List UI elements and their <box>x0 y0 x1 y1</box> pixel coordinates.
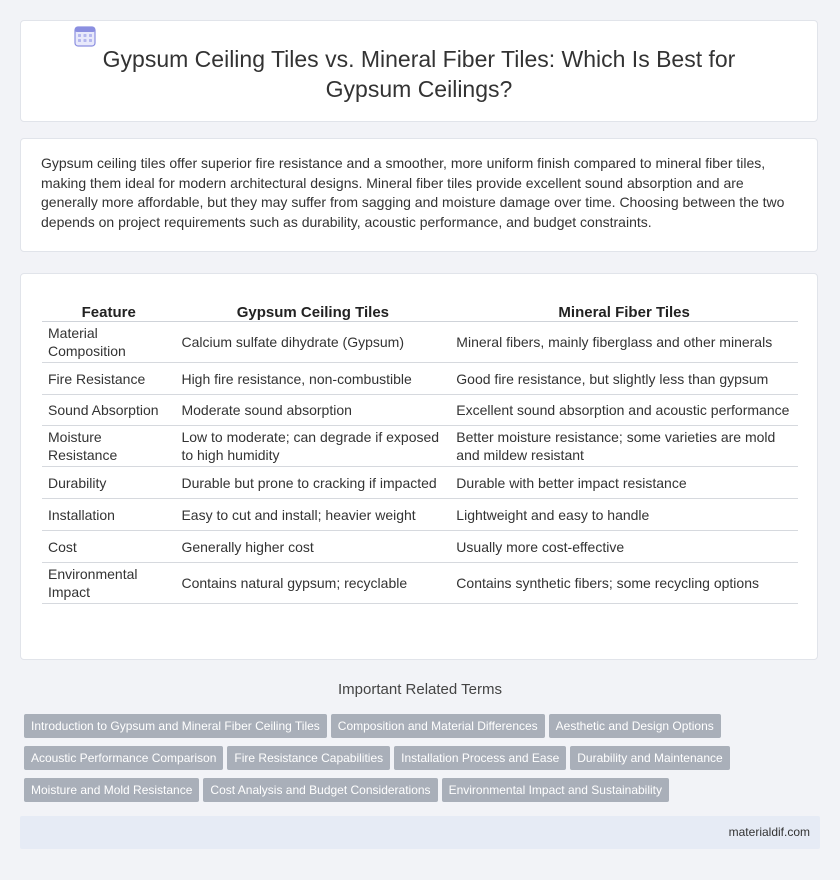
mineral-fiber-cell: Mineral fibers, mainly fiberglass and other minerals <box>450 322 798 363</box>
intro-card <box>20 138 818 252</box>
gypsum-cell: Moderate sound absorption <box>175 395 450 426</box>
related-term-tag[interactable]: Durability and Maintenance <box>570 746 729 770</box>
feature-cell: Durability <box>42 467 175 499</box>
comparison-table-card <box>20 273 818 660</box>
table-row <box>42 363 798 395</box>
related-term-tag[interactable]: Cost Analysis and Budget Considerations <box>203 778 437 802</box>
gypsum-cell: Durable but prone to cracking if impacted <box>175 467 450 499</box>
related-term-tag[interactable]: Environmental Impact and Sustainability <box>442 778 669 802</box>
mineral-fiber-cell: Contains synthetic fibers; some recycling options <box>450 563 798 604</box>
related-term-tag[interactable]: Acoustic Performance Comparison <box>24 746 223 770</box>
comparison-table <box>42 293 798 604</box>
related-term-tag[interactable]: Introduction to Gypsum and Mineral Fiber Ceiling Tiles <box>24 714 327 738</box>
feature-cell: Installation <box>42 499 175 531</box>
table-header-row <box>42 293 798 322</box>
feature-cell: Moisture Resistance <box>42 426 175 467</box>
related-terms-list <box>24 714 804 810</box>
mineral-fiber-cell: Better moisture resistance; some varieties are mold and mildew resistant <box>450 426 798 467</box>
page-title: Gypsum Ceiling Tiles vs. Mineral Fiber Tiles: Which Is Best for Gypsum Ceilings? <box>102 46 736 102</box>
footer-bar <box>20 816 820 849</box>
mineral-fiber-cell: Durable with better impact resistance <box>450 467 798 499</box>
related-terms-title: Important Related Terms <box>338 681 502 698</box>
gypsum-cell: Contains natural gypsum; recyclable <box>175 563 450 604</box>
table-row <box>42 531 798 563</box>
table-row <box>42 395 798 426</box>
header-feature: Feature <box>42 293 175 322</box>
feature-cell: Fire Resistance <box>42 363 175 395</box>
related-term-tag[interactable]: Aesthetic and Design Options <box>549 714 721 738</box>
footer-site-link[interactable]: materialdif.com <box>728 825 810 839</box>
mineral-fiber-cell: Excellent sound absorption and acoustic performance <box>450 395 798 426</box>
feature-cell: Cost <box>42 531 175 563</box>
gypsum-cell: Generally higher cost <box>175 531 450 563</box>
feature-cell: Environmental Impact <box>42 563 175 604</box>
header-card <box>20 20 818 122</box>
gypsum-cell: High fire resistance, non-combustible <box>175 363 450 395</box>
gypsum-cell: Low to moderate; can degrade if exposed to high humidity <box>175 426 450 467</box>
mineral-fiber-cell: Good fire resistance, but slightly less than gypsum <box>450 363 798 395</box>
table-row <box>42 467 798 499</box>
related-term-tag[interactable]: Composition and Material Differences <box>331 714 545 738</box>
mineral-fiber-cell: Lightweight and easy to handle <box>450 499 798 531</box>
feature-cell: Sound Absorption <box>42 395 175 426</box>
table-row <box>42 563 798 604</box>
header-gypsum: Gypsum Ceiling Tiles <box>175 293 450 322</box>
table-row <box>42 322 798 363</box>
mineral-fiber-cell: Usually more cost-effective <box>450 531 798 563</box>
feature-cell: Material Composition <box>42 322 175 363</box>
gypsum-cell: Calcium sulfate dihydrate (Gypsum) <box>175 322 450 363</box>
table-row <box>42 426 798 467</box>
related-term-tag[interactable]: Moisture and Mold Resistance <box>24 778 199 802</box>
related-term-tag[interactable]: Fire Resistance Capabilities <box>227 746 390 770</box>
intro-paragraph: Gypsum ceiling tiles offer superior fire resistance and a smoother, more uniform finish compared to mineral fiber tiles, making them ideal for modern architectural designs. Mineral fiber tiles provide excellent sound absorption and are generally more affordable, but they may suffer from sagging and moisture damage over time. Choosing between the two depends on project requirements such as durability, acoustic performance, and budget constraints. <box>41 155 785 230</box>
table-row <box>42 499 798 531</box>
related-term-tag[interactable]: Installation Process and Ease <box>394 746 566 770</box>
gypsum-cell: Easy to cut and install; heavier weight <box>175 499 450 531</box>
header-mineral-fiber: Mineral Fiber Tiles <box>450 293 798 322</box>
